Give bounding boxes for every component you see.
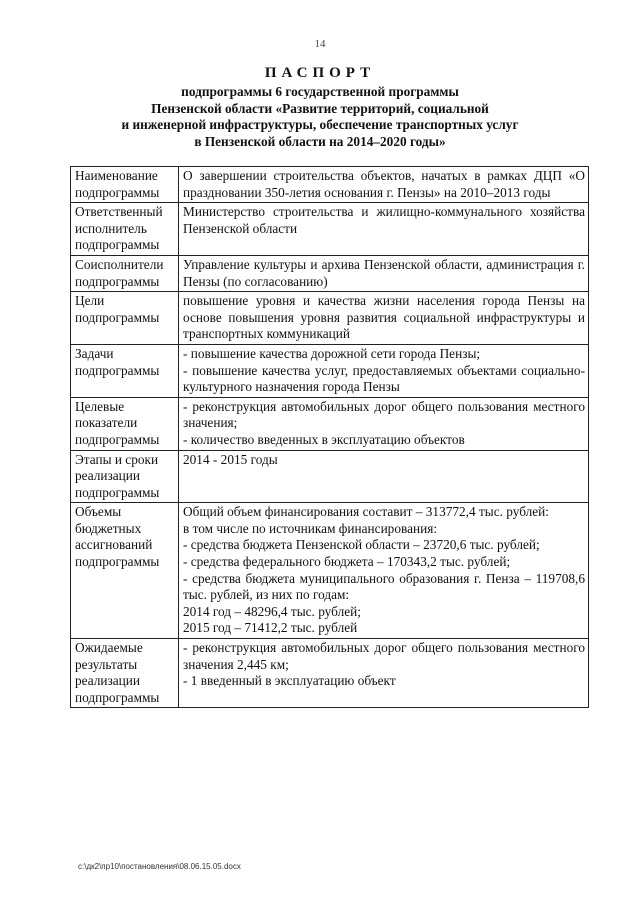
label-line: подпрограммы xyxy=(75,431,160,447)
label-line: подпрограммы xyxy=(75,689,160,705)
document-title xyxy=(60,64,580,150)
label-line: Наименование xyxy=(75,168,158,183)
table-row xyxy=(71,203,589,256)
value-line: 2014 - 2015 годы xyxy=(183,451,278,467)
table-row xyxy=(71,639,589,708)
label-line: ассигнований xyxy=(75,537,153,553)
title-line: Пензенской области «Развитие территорий, социальной xyxy=(151,100,489,116)
passport-table xyxy=(70,166,589,708)
page-number: 14 xyxy=(314,38,326,50)
table-row xyxy=(71,167,589,203)
row-label-tasks xyxy=(71,344,179,397)
row-label-budget xyxy=(71,503,179,639)
label-line: показатели xyxy=(75,415,138,431)
value-line: - реконструкция автомобильных дорог общего пользования местного значения 2,445 км; xyxy=(183,640,585,672)
label-line: Ответственный xyxy=(75,204,163,220)
value-line: - средства бюджета муниципального образования г. Пенза – 119708,6 тыс. рублей, из них по годам: xyxy=(183,570,585,603)
row-value-budget xyxy=(179,503,589,639)
row-value-indicators xyxy=(179,397,589,450)
label-line: подпрограммы xyxy=(75,184,160,200)
table-row xyxy=(71,450,589,503)
value-line: - средства федерального бюджета – 170343,2 тыс. рублей; xyxy=(183,554,511,570)
title-line: в Пензенской области на 2014–2020 годы» xyxy=(194,133,446,149)
label-line: результаты xyxy=(75,656,138,672)
row-value-responsible xyxy=(179,203,589,256)
value-line: Общий объем финансирования составит – 313772,4 тыс. рублей: xyxy=(183,504,549,520)
value-line: - средства бюджета Пензенской области – 23720,6 тыс. рублей; xyxy=(183,537,540,553)
label-line: подпрограммы xyxy=(75,309,160,325)
label-line: подпрограммы xyxy=(75,273,160,289)
row-label-indicators xyxy=(71,397,179,450)
title-line: подпрограммы 6 государственной программы xyxy=(181,84,459,99)
value-line: Министерство строительства и жилищно-коммунального хозяйства Пензенской области xyxy=(183,204,585,236)
value-line: повышение уровня и качества жизни населения города Пензы на основе повышения уровня развития социальной инфраструктуры и транспортных коммуникаций xyxy=(183,293,585,342)
value-line: О завершении строительства объектов, начатых в рамках ДЦП «О праздновании 350-летия основания г. Пензы» на 2010–2013 годы xyxy=(183,168,585,200)
row-value-goals xyxy=(179,292,589,345)
value-line: 2015 год – 71412,2 тыс. рублей xyxy=(183,620,358,636)
value-line: - количество введенных в эксплуатацию объектов xyxy=(183,431,465,447)
row-label-name xyxy=(71,167,179,203)
label-line: подпрограммы xyxy=(75,554,160,570)
table-row xyxy=(71,503,589,639)
row-value-coexecutors xyxy=(179,255,589,291)
label-line: реализации xyxy=(75,673,140,689)
value-line: в том числе по источникам финансирования: xyxy=(183,520,438,536)
value-line: - повышение качества дорожной сети города Пензы; xyxy=(183,345,481,361)
row-label-responsible xyxy=(71,203,179,256)
label-line: Ожидаемые xyxy=(75,640,143,656)
value-line: - реконструкция автомобильных дорог общего пользования местного значения; xyxy=(183,398,585,431)
label-line: реализации xyxy=(75,468,140,484)
label-line: Задачи xyxy=(75,345,114,361)
label-line: Объемы xyxy=(75,504,122,520)
row-value-tasks xyxy=(179,344,589,397)
value-line: - 1 введенный в эксплуатацию объект xyxy=(183,673,396,689)
title-main: ПАСПОРТ xyxy=(264,65,376,81)
file-path-footer: c:\дк2\пр10\постановления\08.06.15.05.docx xyxy=(78,862,241,871)
table-row xyxy=(71,292,589,345)
label-line: Целевые xyxy=(75,398,125,414)
label-line: подпрограммы xyxy=(75,237,160,253)
value-line: 2014 год – 48296,4 тыс. рублей; xyxy=(183,603,361,619)
value-line: - повышение качества услуг, предоставляемых объектами социально-культурного назначения города Пензы xyxy=(183,362,585,395)
label-line: Цели xyxy=(75,293,105,309)
value-line: Управление культуры и архива Пензенской области, администрация г. Пензы (по согласованию) xyxy=(183,256,585,289)
label-line: Соисполнители xyxy=(75,256,164,272)
title-line: и инженерной инфраструктуры, обеспечение транспортных услуг xyxy=(121,117,519,132)
table-row xyxy=(71,344,589,397)
label-line: подпрограммы xyxy=(75,362,160,378)
row-label-coexecutors xyxy=(71,255,179,291)
label-line: Этапы и сроки xyxy=(75,451,159,467)
label-line: бюджетных xyxy=(75,520,142,536)
row-value-name xyxy=(179,167,589,203)
row-value-stages xyxy=(179,450,589,503)
label-line: исполнитель xyxy=(75,220,147,236)
label-line: подпрограммы xyxy=(75,484,160,500)
table-row xyxy=(71,255,589,291)
row-value-results xyxy=(179,639,589,708)
row-label-goals xyxy=(71,292,179,345)
row-label-stages xyxy=(71,450,179,503)
row-label-results xyxy=(71,639,179,708)
table-row xyxy=(71,397,589,450)
